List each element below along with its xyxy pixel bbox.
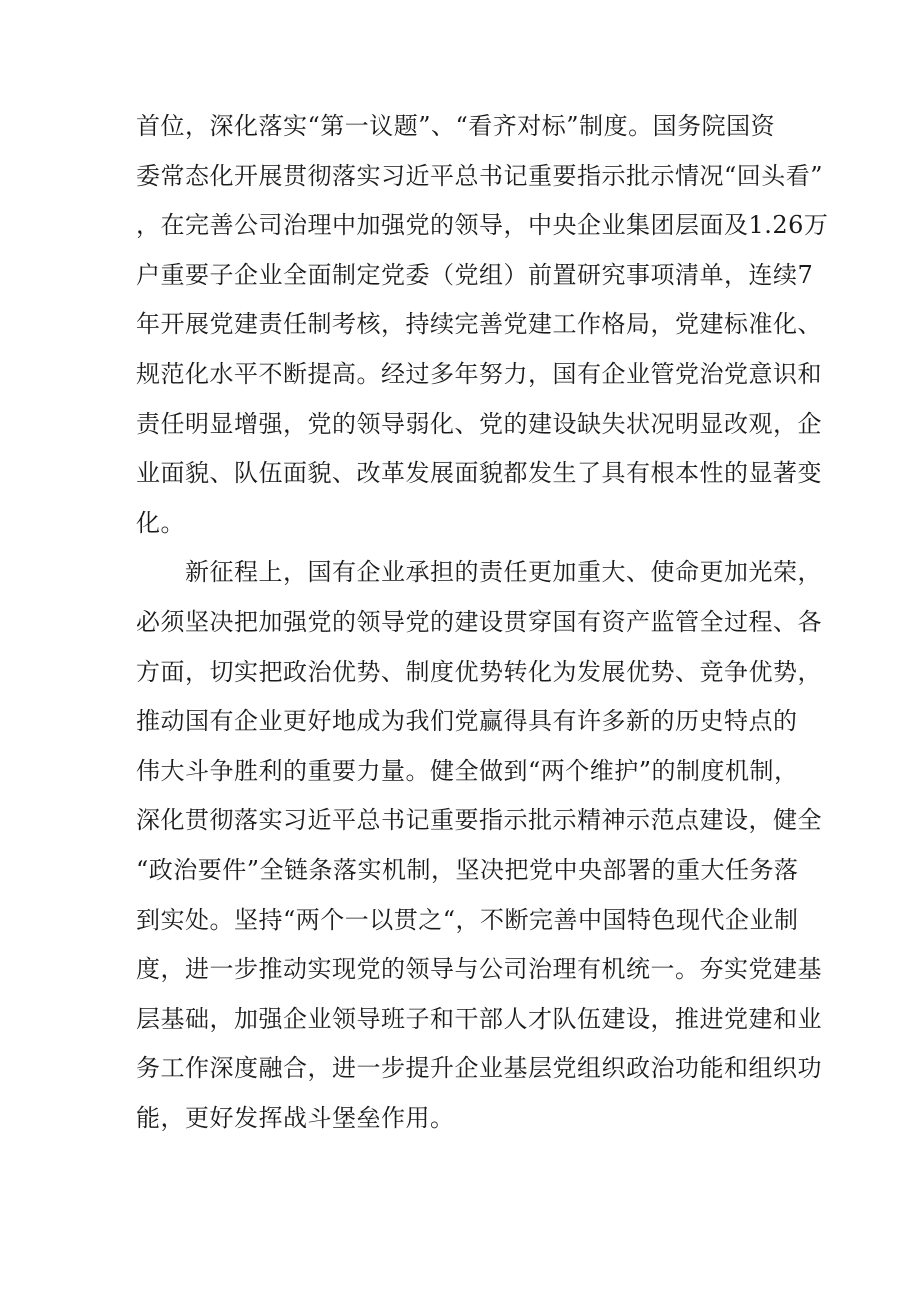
paragraph-line: 规范化水平不断提高。经过多年努力，国有企业管党治党意识和 — [136, 359, 822, 388]
document-body — [136, 102, 829, 1143]
paragraph-line: 深化贯彻落实习近平总书记重要指示批示精神示范点建设，健全 — [136, 806, 822, 835]
paragraph-line: 伟大斗争胜利的重要力量。健全做到“两个维护”的制度机制， — [136, 756, 799, 785]
paragraph-line: 方面，切实把政治优势、制度优势转化为发展优势、竞争优势， — [136, 657, 822, 686]
paragraph-line: 委常态化开展贯彻落实习近平总书记重要指示批示情况“回头看” — [136, 161, 824, 190]
paragraph-line: 年开展党建责任制考核，持续完善党建工作格局，党建标准化、 — [136, 310, 822, 339]
paragraph-line: ，在完善公司治理中加强党的领导，中央企业集团层面及1.26万 — [136, 211, 829, 240]
paragraph-line: 化。 — [136, 508, 185, 537]
paragraph-line: 务工作深度融合，进一步提升企业基层党组织政治功能和组织功 — [136, 1054, 822, 1083]
paragraph-line: 必须坚决把加强党的领导党的建设贯穿国有资产监管全过程、各 — [136, 607, 822, 636]
paragraph-line: 到实处。坚持“两个一以贯之“，不断完善中国特色现代企业制 — [136, 905, 799, 934]
paragraph-line: 推动国有企业更好地成为我们党赢得具有许多新的历史特点的 — [136, 707, 798, 736]
paragraph-line: 新征程上，国有企业承担的责任更加重大、使命更加光荣， — [136, 558, 822, 587]
paragraph-2 — [136, 548, 822, 1143]
paragraph-line: 户重要子企业全面制定党委（党组）前置研究事项清单，连续7 — [136, 260, 814, 289]
paragraph-line: 度，进一步推动实现党的领导与公司治理有机统一。夯实党建基 — [136, 955, 822, 984]
paragraph-line: 能，更好发挥战斗堡垒作用。 — [136, 1103, 455, 1132]
paragraph-line: “政治要件”全链条落实机制，坚决把党中央部署的重大任务落 — [136, 855, 799, 884]
paragraph-line: 责任明显增强，党的领导弱化、党的建设缺失状况明显改观，企 — [136, 409, 822, 438]
paragraph-line: 层基础，加强企业领导班子和干部人才队伍建设，推进党建和业 — [136, 1004, 822, 1033]
paragraph-1 — [136, 102, 829, 548]
paragraph-line: 业面貌、队伍面貌、改革发展面貌都发生了具有根本性的显著变 — [136, 459, 822, 488]
paragraph-line: 首位，深化落实“第一议题”、“看齐对标”制度。国务院国资 — [136, 112, 776, 140]
